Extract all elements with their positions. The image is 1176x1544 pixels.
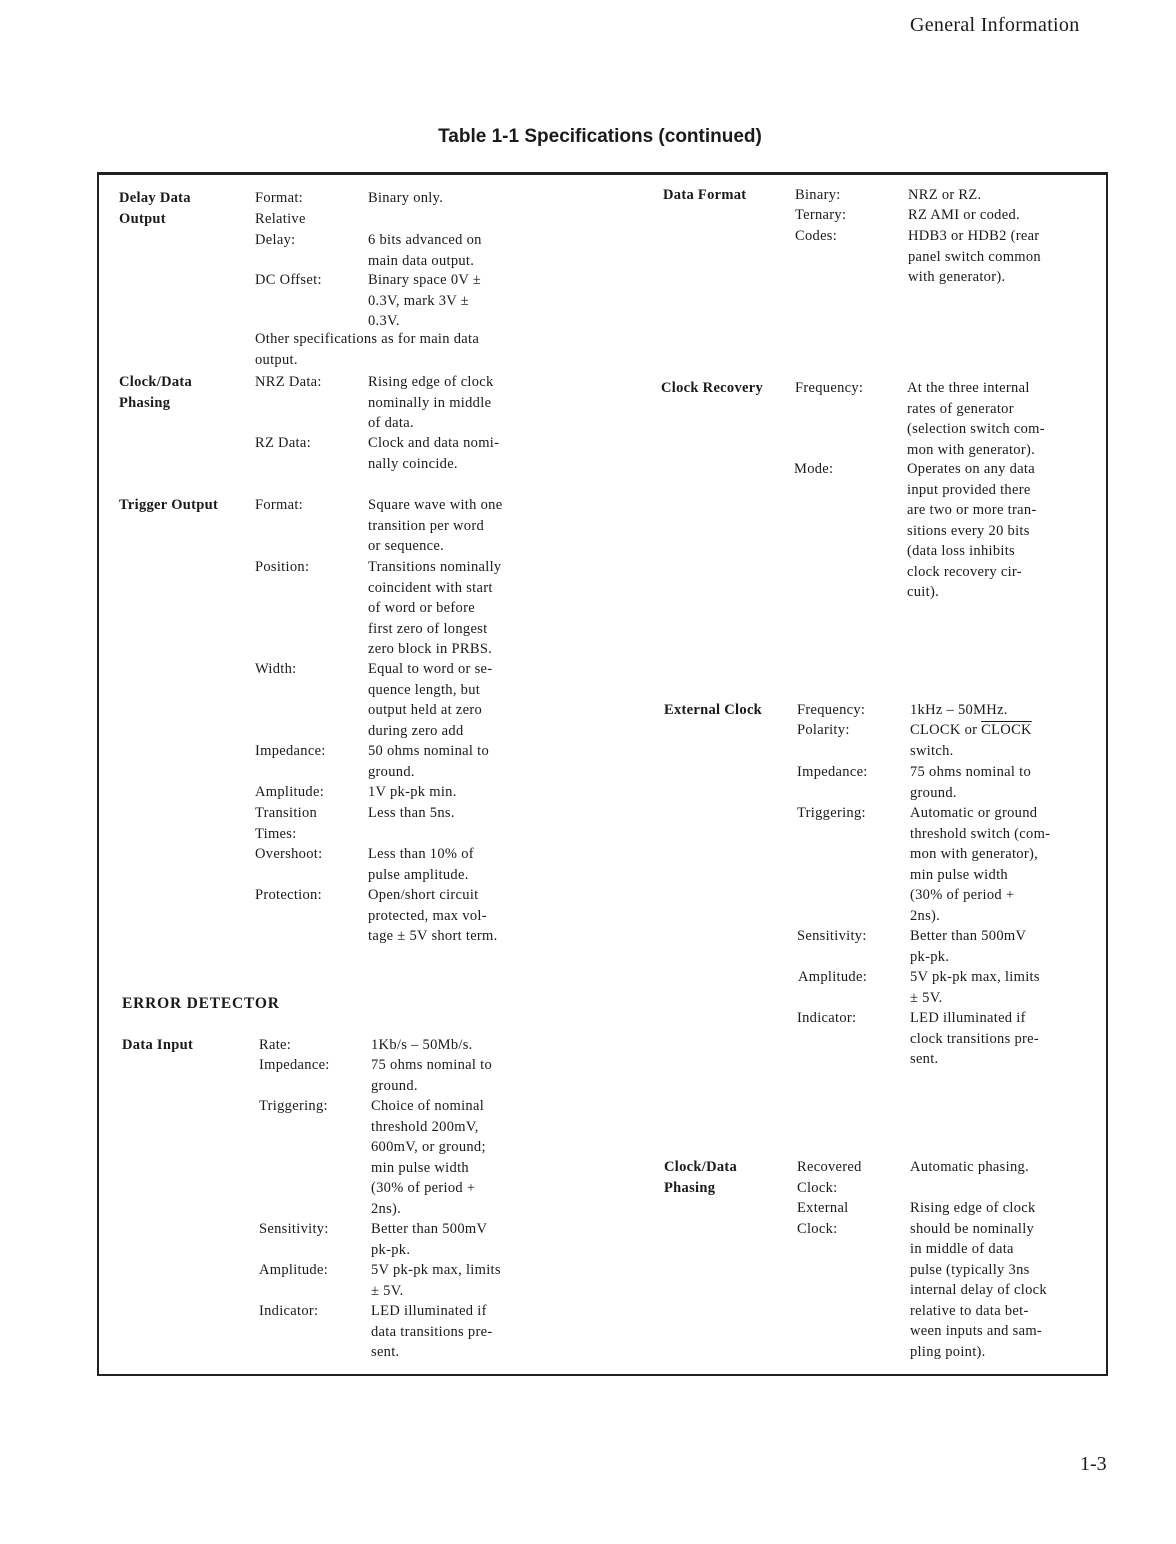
spec-value: Open/short circuit protected, max vol- tage ± 5V short term. (368, 887, 498, 944)
spec-key: Transition Times: (255, 805, 318, 842)
spec-note: Other specifications as for main data output. (255, 331, 480, 368)
spec-value: Automatic phasing. (910, 1159, 1029, 1175)
spec-key: Amplitude: (255, 784, 325, 800)
spec-key: Polarity: (797, 722, 850, 738)
spec-value: 5V pk-pk max, limits ± 5V. (910, 969, 1040, 1006)
group-clock-recovery: Clock Recovery (661, 380, 764, 396)
spec-value: RZ AMI or coded. (908, 207, 1020, 223)
spec-key: External Clock: (797, 1200, 849, 1237)
group-clock-data-phasing-detector: Clock/Data Phasing (664, 1159, 738, 1196)
spec-value: Better than 500mV pk-pk. (371, 1221, 488, 1258)
spec-value: 1V pk-pk min. (368, 784, 457, 800)
spec-value: Less than 10% of pulse amplitude. (368, 846, 474, 883)
spec-value: NRZ or RZ. (908, 187, 982, 203)
spec-value: Binary space 0V ± 0.3V, mark 3V ± 0.3V. (368, 272, 482, 329)
spec-value (910, 720, 1032, 741)
group-delay-data-output: Delay Data Output (119, 190, 191, 227)
spec-value: 6 bits advanced on main data output. (368, 232, 482, 269)
group-external-clock: External Clock (664, 702, 763, 718)
spec-value: 5V pk-pk max, limits ± 5V. (371, 1262, 501, 1299)
spec-key: Recovered Clock: (797, 1159, 862, 1196)
spec-value: Clock and data nomi- nally coincide. (368, 435, 500, 472)
section-heading-error-detector: ERROR DETECTOR (122, 995, 280, 1012)
spec-value: HDB3 or HDB2 (rear panel switch common with generator). (908, 228, 1041, 285)
spec-key: Triggering: (259, 1098, 328, 1114)
spec-value: Automatic or ground threshold switch (com- mon with generator), min pulse width (30% of period + 2ns). (910, 805, 1051, 924)
spec-key: Overshoot: (255, 846, 323, 862)
spec-key: RZ Data: (255, 435, 311, 451)
spec-value: 1Kb/s – 50Mb/s. (371, 1037, 473, 1053)
spec-value: Rising edge of clock nominally in middle of data. (368, 374, 494, 431)
polarity-value-inverted-clock: CLOCK (981, 722, 1032, 738)
spec-key: Triggering: (797, 805, 866, 821)
spec-key: Rate: (259, 1037, 292, 1053)
spec-key: Amplitude: (259, 1262, 329, 1278)
group-data-input: Data Input (122, 1037, 194, 1053)
spec-key: NRZ Data: (255, 374, 322, 390)
spec-key: Position: (255, 559, 310, 575)
spec-key: Relative Delay: (255, 211, 306, 248)
spec-value: Rising edge of clock should be nominally in middle of data pulse (typically 3ns internal delay of clock relative to data bet- ween inputs and sam- pling point). (910, 1200, 1047, 1360)
spec-key: Impedance: (255, 743, 326, 759)
spec-value: Square wave with one transition per word or sequence. (368, 497, 503, 554)
spec-key: Protection: (255, 887, 322, 903)
spec-value: At the three internal rates of generator (selection switch com- mon with generator). (907, 380, 1045, 458)
spec-value: Equal to word or se- quence length, but output held at zero during zero add (368, 661, 493, 739)
running-head: General Information (910, 14, 1080, 36)
spec-key: Binary: (795, 187, 841, 203)
spec-value: Choice of nominal threshold 200mV, 600mV, or ground; min pulse width (30% of period + 2ns). (371, 1098, 486, 1217)
spec-value: 1kHz – 50MHz. (910, 702, 1008, 718)
polarity-value-text: CLOCK or (910, 722, 982, 738)
spec-value: Transitions nominally coincident with start of word or before first zero of longest zero block in PRBS. (368, 559, 502, 657)
spec-value: 75 ohms nominal to ground. (910, 764, 1031, 801)
spec-value: Operates on any data input provided there are two or more tran- sitions every 20 bits (data loss inhibits clock recovery cir- cuit). (907, 461, 1037, 600)
spec-value: Less than 5ns. (368, 805, 455, 821)
spec-key: Ternary: (795, 207, 847, 223)
spec-key: Frequency: (797, 702, 866, 718)
spec-key: Impedance: (797, 764, 868, 780)
page-number: 1-3 (1080, 1453, 1107, 1475)
spec-key: Format: (255, 497, 304, 513)
spec-key: DC Offset: (255, 272, 322, 288)
spec-key: Indicator: (259, 1303, 319, 1319)
spec-key: Indicator: (797, 1010, 857, 1026)
group-data-format: Data Format (663, 187, 747, 203)
spec-key: Codes: (795, 228, 838, 244)
spec-value: LED illuminated if clock transitions pre- sent. (910, 1010, 1040, 1067)
group-clock-data-phasing: Clock/Data Phasing (119, 374, 193, 411)
spec-key: Sensitivity: (259, 1221, 329, 1237)
spec-value: Binary only. (368, 190, 444, 206)
spec-key: Format: (255, 190, 304, 206)
table-title: Table 1-1 Specifications (continued) (438, 126, 762, 147)
spec-value: LED illuminated if data transitions pre- sent. (371, 1303, 493, 1360)
spec-key: Sensitivity: (797, 928, 867, 944)
spec-key: Width: (255, 661, 297, 677)
spec-key: Frequency: (795, 380, 864, 396)
spec-key: Mode: (794, 461, 834, 477)
spec-value: 50 ohms nominal to ground. (368, 743, 489, 780)
spec-key: Amplitude: (798, 969, 868, 985)
spec-value: switch. (910, 743, 954, 759)
spec-value: 75 ohms nominal to ground. (371, 1057, 492, 1094)
group-trigger-output: Trigger Output (119, 497, 219, 513)
spec-key: Impedance: (259, 1057, 330, 1073)
spec-value: Better than 500mV pk-pk. (910, 928, 1027, 965)
